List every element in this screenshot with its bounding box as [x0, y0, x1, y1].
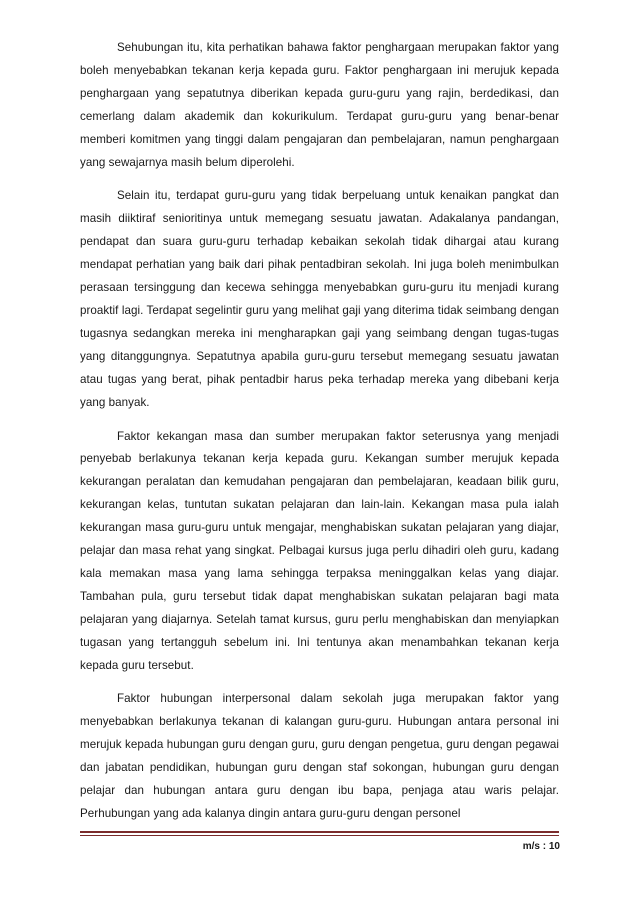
paragraph-kekangan-masa: Faktor kekangan masa dan sumber merupakan faktor seterusnya yang menjadi penyebab berlakunya tekanan kerja kepada guru. Kekangan sumber merujuk kepada kekurangan peralatan dan kemudahan pengajaran dan pembelajaran, keadaan bilik guru, kekurangan kelas, tuntutan sukatan pelajaran dan lain-lain. Kekangan masa pula ialah kekurangan masa guru-guru untuk mengajar, menghabiskan sukatan pelajaran yang diajar, pelajar dan masa rehat yang singkat. Pelbagai kursus juga perlu dihadiri oleh guru, kadang kala memakan masa yang lama sehingga terpaksa meninggalkan kelas yang diajar. Tambahan pula, guru tersebut tidak dapat menghabiskan sukatan pelajaran bagi mata pelajaran yang diajarnya. Setelah tamat kursus, guru perlu menghabiskan dan menyiapkan tugasan yang tertangguh sebelum ini. Ini tentunya akan menambahkan tekanan kerja kepada guru tersebut.	[80, 429, 559, 672]
paragraph-kenaikan-pangkat: Selain itu, terdapat guru-guru yang tidak berpeluang untuk kenaikan pangkat dan masih diiktiraf senioritinya untuk memegang sesuatu jawatan. Adakalanya pandangan, pendapat dan suara guru-guru terhadap kebaikan sekolah tidak dihargai atau kurang mendapat perhatian yang baik dari pihak pentadbiran sekolah. Ini juga boleh menimbulkan perasaan tersinggung dan kecewa sehingga menyebabkan guru-guru itu menjadi kurang proaktif lagi. Terdapat segelintir guru yang melihat gaji yang diterima tidak seimbang dengan tugasnya sedangkan mereka ini mengharapkan gaji yang seimbang dengan tugas-tugas yang ditanggungnya. Sepatutnya apabila guru-guru tersebut memegang sesuatu jawatan atau tugas yang berat, pihak pentadbir harus peka terhadap mereka yang dibebani kerja yang banyak.	[80, 189, 559, 409]
paragraph-penghargaan: Sehubungan itu, kita perhatikan bahawa faktor penghargaan merupakan faktor yang boleh menyebabkan tekanan kerja kepada guru. Faktor penghargaan ini merujuk kepada penghargaan yang sepatutnya diberikan kepada guru-guru yang rajin, berdedikasi, dan cemerlang dalam akademik dan kokurikulum. Terdapat guru-guru yang benar-benar memberi komitmen yang tinggi dalam pengajaran dan pembelajaran, namun penghargaan yang sewajarnya masih belum diperolehi.	[80, 41, 559, 169]
footer-rule-thin	[80, 835, 559, 836]
footer-rule-thick	[80, 831, 559, 833]
page-number: m/s : 10	[522, 841, 560, 852]
document-body	[80, 37, 559, 837]
paragraph-hubungan-interpersonal: Faktor hubungan interpersonal dalam sekolah juga merupakan faktor yang menyebabkan berlakunya tekanan di kalangan guru-guru. Hubungan antara personal ini merujuk kepada hubungan guru dengan guru, guru dengan pengetua, guru dengan pegawai dan jabatan pendidikan, hubungan guru dengan staf sokongan, hubungan guru dengan pelajar dan hubungan antara guru dengan ibu bapa, penjaga atau waris pelajar. Perhubungan yang ada kalanya dingin antara guru-guru dengan personel	[80, 692, 559, 820]
